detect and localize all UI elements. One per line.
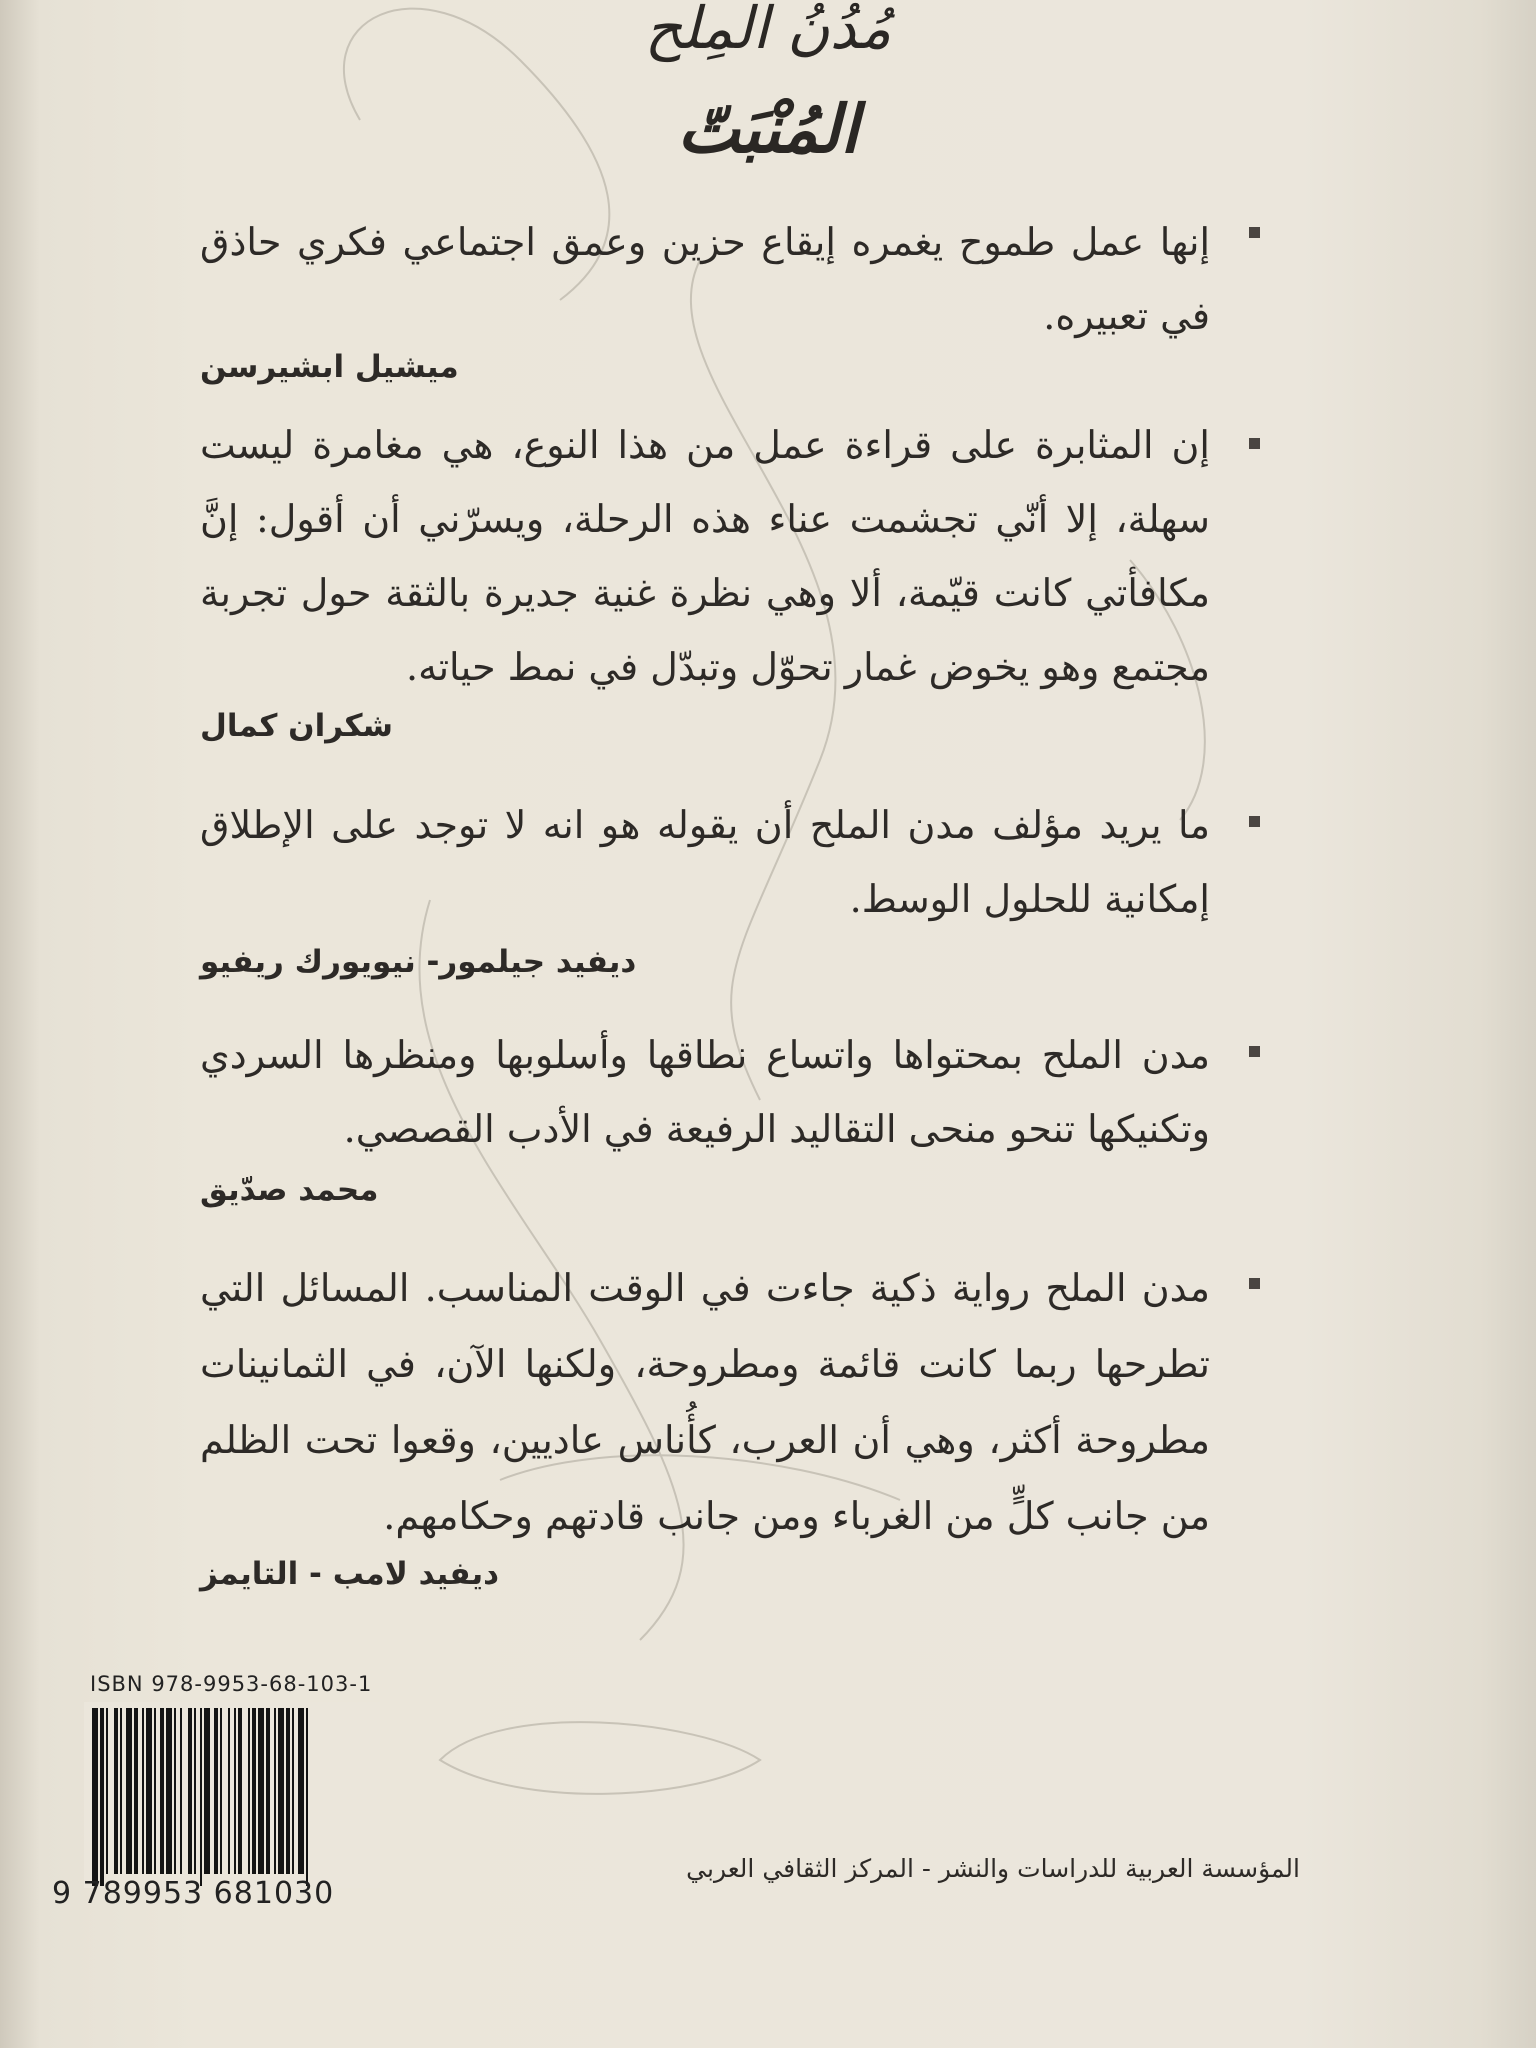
- review-quote: مدن الملح رواية ذكية جاءت في الوقت المناسب. المسائل التي تطرحها ربما كانت قائمة ومطروحة، ولكنها الآن، في الثمانينات مطروحة أكثر، وهي أن العرب، كأُناس عاديين، وقعوا تحت الظلم من جانب كلٍّ من الغرباء ومن جانب قادتهم وحكامهم.: [200, 1266, 1211, 1538]
- review-author: ميشيل ابشيرسن: [200, 349, 459, 385]
- isbn-label: ISBN 978-9953-68-103-1: [90, 1672, 373, 1696]
- barcode-bars: [84, 1702, 380, 1888]
- bullet-icon: [1249, 438, 1260, 449]
- barcode: [84, 1702, 380, 1888]
- review-quote: إن المثابرة على قراءة عمل من هذا النوع، هي مغامرة ليست سهلة، إلا أنّي تجشمت عناء هذه الرحلة، ويسرّني أن أقول: إنَّ مكافأتي كانت قيّمة، ألا وهي نظرة غنية جديرة بالثقة حول تجربة مجتمع وهو يخوض غمار تحوّل وتبدّل في نمط حياته.: [200, 423, 1210, 689]
- book-title-volume: المُنْبَتّ: [677, 90, 859, 168]
- review-quote: إنها عمل طموح يغمره إيقاع حزين وعمق اجتماعي فكري حاذق في تعبيره.: [200, 220, 1210, 338]
- book-title-series: مُدُنُ المِلح: [644, 0, 892, 62]
- publisher-name: المؤسسة العربية للدراسات والنشر - المركز الثقافي العربي: [686, 1854, 1300, 1883]
- review-quote: ما يريد مؤلف مدن الملح أن يقوله هو انه لا توجد على الإطلاق إمكانية للحلول الوسط.: [200, 803, 1210, 921]
- review-4: [200, 1018, 1210, 1208]
- review-author: شكران كمال: [200, 708, 394, 744]
- bullet-icon: [1249, 1046, 1260, 1057]
- review-author: ديفيد لامب - التايمز: [200, 1556, 500, 1592]
- review-quote: مدن الملح بمحتواها واتساع نطاقها وأسلوبها ومنظرها السردي وتكنيكها تنحو منحى التقاليد الرفيعة في الأدب القصصي.: [200, 1033, 1210, 1151]
- review-1: [200, 205, 1210, 385]
- bullet-icon: [1249, 1278, 1260, 1289]
- review-2: [200, 408, 1210, 744]
- review-author: ديفيد جيلمور- نيويورك ريفيو: [200, 944, 637, 980]
- review-author: محمد صدّيق: [200, 1172, 379, 1208]
- review-5: [200, 1250, 1210, 1592]
- bullet-icon: [1249, 816, 1260, 827]
- bullet-icon: [1249, 227, 1260, 238]
- barcode-digits: 9 789953 681030: [52, 1876, 335, 1911]
- review-3: [200, 788, 1210, 980]
